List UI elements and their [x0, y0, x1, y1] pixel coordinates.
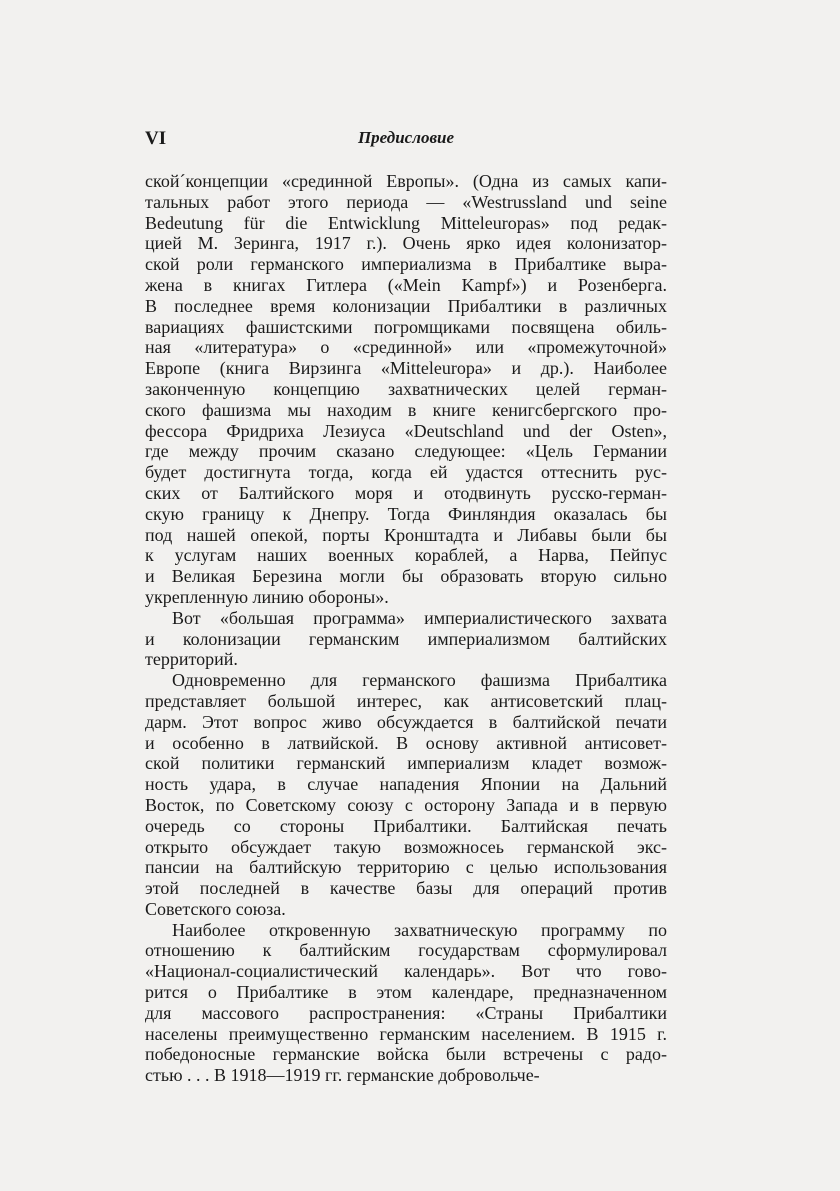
text-line: будет достигнута тогда, когда ей удастся оттеснить рус- [145, 462, 667, 483]
text-line: победоносные германские войска были встречены с радо- [145, 1044, 667, 1065]
text-line: пансии на балтийскую территорию с целью использования [145, 857, 667, 878]
text-line: где между прочим сказано следующее: «Цель Германии [145, 441, 667, 462]
text-line: скую границу к Днепру. Тогда Финляндия оказалась бы [145, 503, 667, 524]
text-line: для массового распространения: «Страны Прибалтики [145, 1002, 667, 1023]
text-line: Наиболее откровенную захватническую программу по [172, 919, 667, 940]
text-line: фессора Фридриха Лезиуса «Deutschland und der Osten», [145, 420, 667, 441]
text-line: ских от Балтийского моря и отодвинуть русско-герман- [145, 482, 667, 503]
text-line: ской´концепции «срединной Европы». (Одна из самых капи- [145, 171, 667, 191]
text-line: укрепленную линию обороны». [145, 586, 389, 607]
paragraph [145, 608, 667, 670]
text-line: дарм. Этот вопрос живо обсуждается в балтийской печати [145, 711, 667, 732]
text-line: и особенно в латвийской. В основу активной антисовет- [145, 732, 667, 753]
text-line: ской роли германского империализма в Прибалтике выра- [145, 254, 667, 275]
paragraph [145, 171, 667, 608]
text-line: стью . . . В 1918—1919 гг. германские добровольче- [145, 1065, 540, 1086]
paragraph [145, 920, 667, 1086]
text-line: под нашей опекой, порты Кронштадта и Либавы были бы [145, 524, 667, 545]
text-line: этой последней в качестве базы для операций против [145, 878, 667, 899]
text-line: тальных работ этого периода — «Westrussland und seine [145, 191, 667, 212]
text-line: вариациях фашистскими погромщиками посвящена обиль- [145, 316, 667, 337]
text-line: представляет большой интерес, как антисоветский плац- [145, 690, 667, 711]
text-line: Советского союза. [145, 898, 286, 919]
text-line: Европе (книга Вирзинга «Mitteleuropa» и др.). Наиболее [145, 358, 667, 379]
text-line: рится о Прибалтике в этом календаре, предназначенном [145, 982, 667, 1003]
text-line: ность удара, в случае нападения Японии на Дальний [145, 774, 667, 795]
text-line: Восток, по Советскому союзу с осторону Запада и в первую [145, 794, 667, 815]
text-line: В последнее время колонизации Прибалтики в различных [145, 295, 667, 316]
text-line: Вот «большая программа» империалистического захвата [172, 607, 667, 628]
text-line: отношению к балтийским государствам сформулировал [145, 940, 667, 961]
text-line: к услугам наших военных кораблей, а Нарва, Пейпус [145, 545, 667, 566]
text-line: и колонизации германским империализмом балтийских [145, 628, 667, 649]
text-line: законченную концепцию захватнических целей герман- [145, 378, 667, 399]
page-header [145, 128, 667, 154]
text-line: ской политики германский империализм кладет возмож- [145, 753, 667, 774]
text-line: «Национал-социалистический календарь». Вот что гово- [145, 961, 667, 982]
page-number: VI [145, 128, 167, 149]
running-title: Предисловие [357, 128, 455, 147]
text-line: населены преимущественно германским населением. В 1915 г. [145, 1023, 667, 1044]
text-line: Одновременно для германского фашизма Прибалтика [172, 670, 667, 691]
text-line: цией М. Зеринга, 1917 г.). Очень ярко идея колонизатор- [145, 233, 667, 254]
paragraph [145, 670, 667, 920]
body-text [145, 171, 667, 1086]
text-line: очередь со стороны Прибалтики. Балтийская печать [145, 815, 667, 836]
text-line: и Великая Березина могли бы образовать вторую сильно [145, 566, 667, 587]
text-line: открыто обсуждает такую возможносеь германской экс- [145, 836, 667, 857]
text-line: жена в книгах Гитлера («Mein Kampf») и Розенберга. [145, 274, 667, 295]
text-line: ского фашизма мы находим в книге кенигсбергского про- [145, 399, 667, 420]
text-line: ная «литература» о «срединной» или «промежуточной» [145, 337, 667, 358]
text-line: территорий. [145, 649, 238, 670]
text-line: Bedeutung für die Entwicklung Mitteleuropas» под редак- [145, 212, 667, 233]
